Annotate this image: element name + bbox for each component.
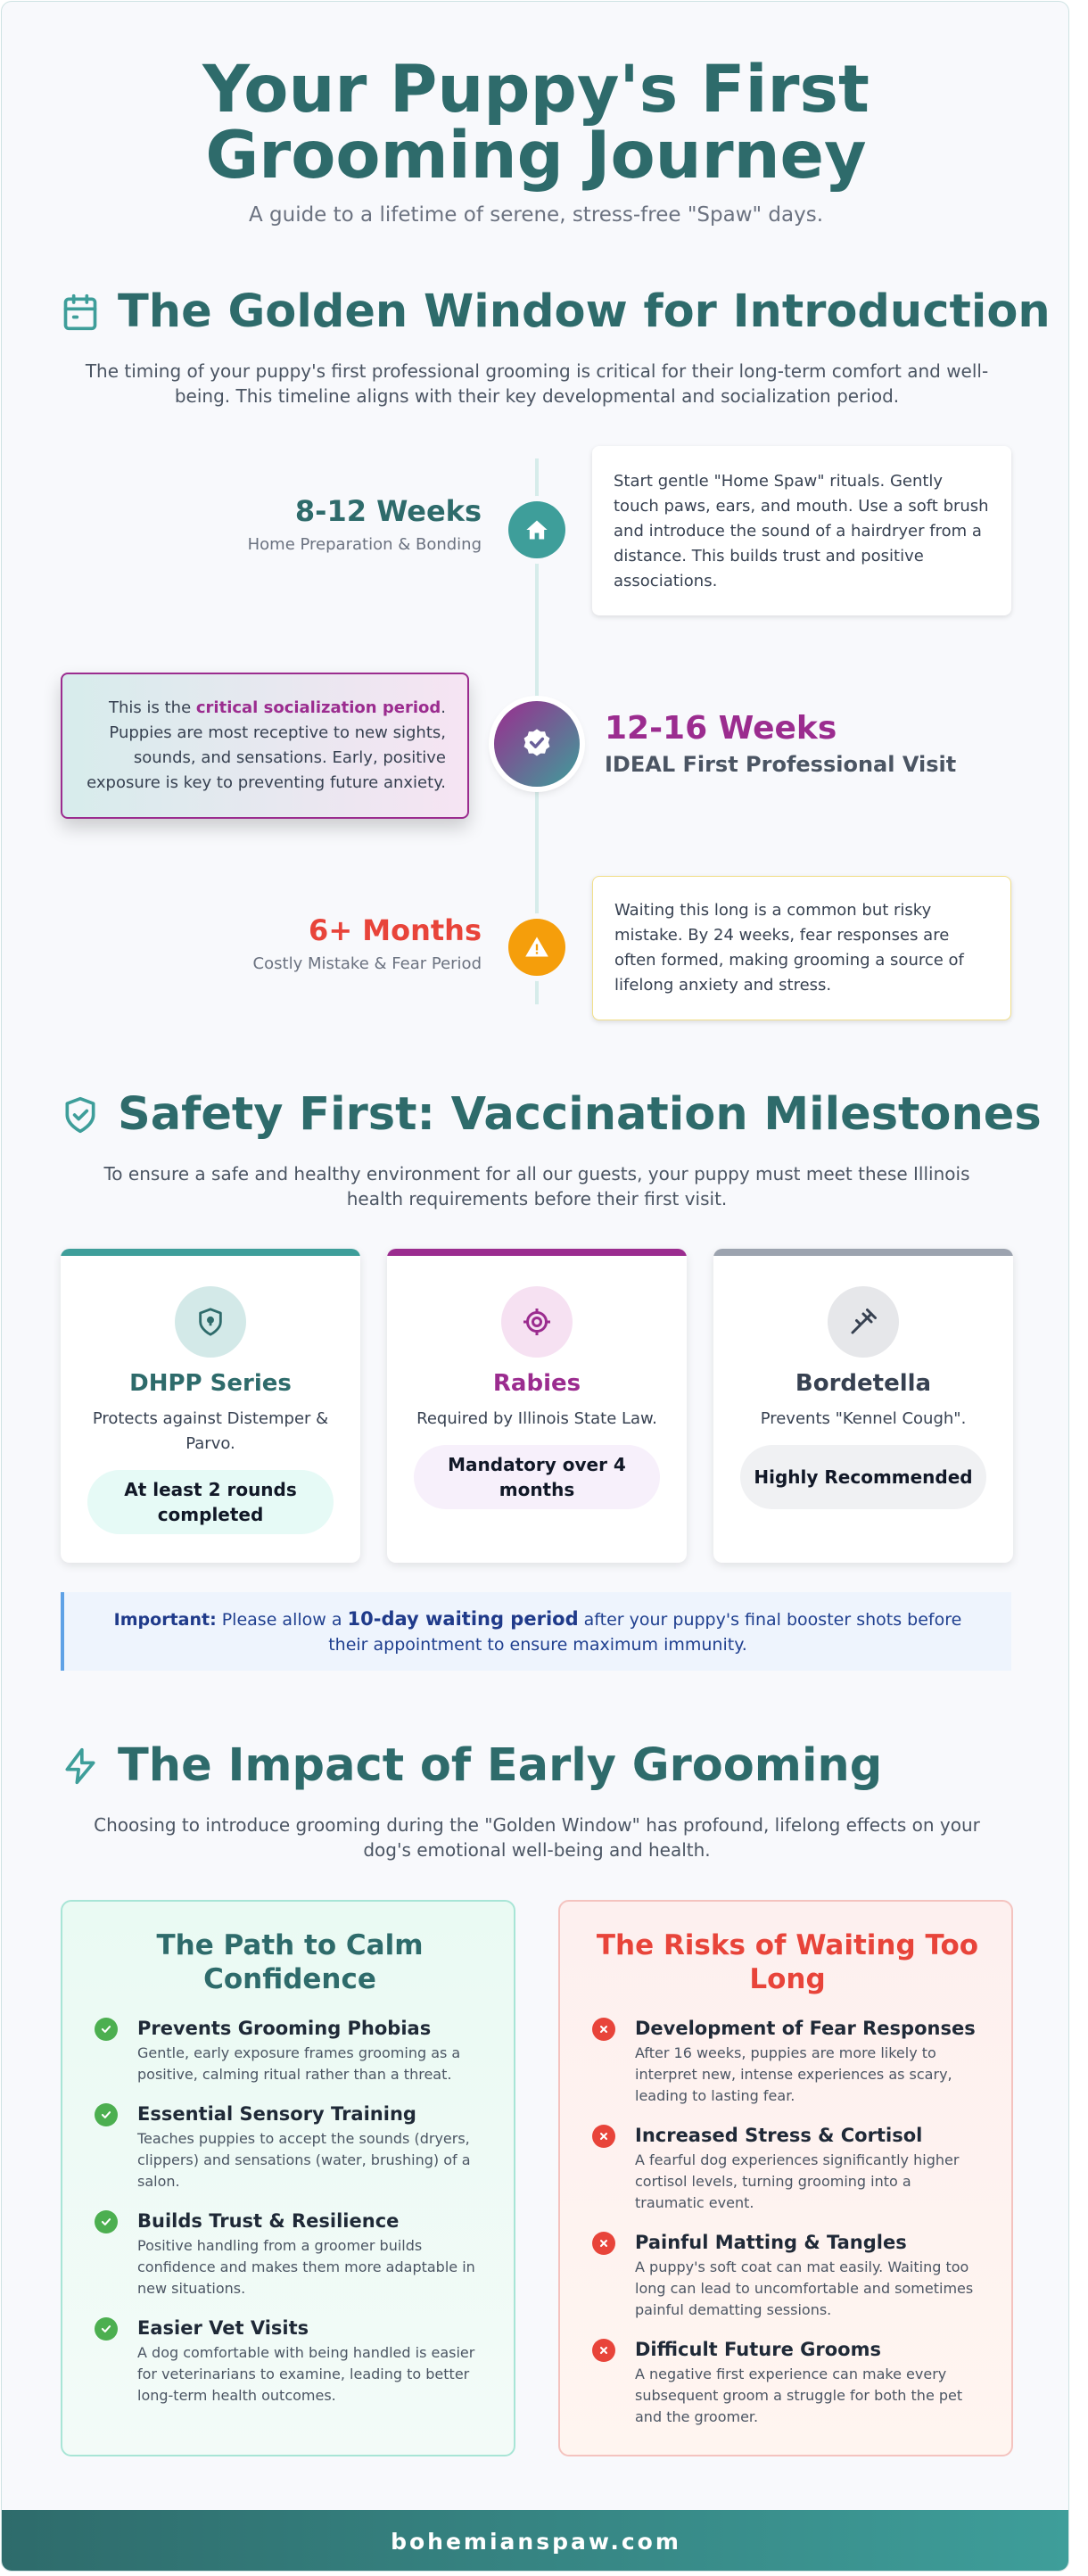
footer-site-link[interactable]: bohemianspaw.com xyxy=(391,2528,681,2555)
vaccine-requirement: Highly Recommended xyxy=(740,1445,986,1509)
calm-item xyxy=(95,2209,487,2299)
safety-header xyxy=(61,1088,1042,1141)
card-icon-circle xyxy=(501,1286,573,1358)
calm-confidence-title: The Path to Calm Confidence xyxy=(156,1929,424,1995)
notice-highlight: 10-day waiting period xyxy=(347,1607,579,1630)
stage-3-label xyxy=(127,913,482,973)
vaccine-desc: Required by Illinois State Law. xyxy=(416,1409,657,1428)
shield-check-icon xyxy=(61,1095,100,1135)
calm-item-text: Positive handling from a groomer builds confidence and makes them more adaptable in new situations. xyxy=(137,2237,475,2297)
risk-item-heading: Painful Matting & Tangles xyxy=(635,2232,907,2253)
risk-item-heading: Difficult Future Grooms xyxy=(635,2339,881,2360)
impact-intro: Choosing to introduce grooming during the "Golden Window" has profound, lifelong effects on your dog's emotional well-being and health. xyxy=(94,1814,980,1861)
vaccine-name: Rabies xyxy=(492,1370,581,1397)
calm-item-heading: Builds Trust & Resilience xyxy=(137,2210,400,2232)
calm-item-heading: Prevents Grooming Phobias xyxy=(137,2018,432,2039)
stage-2-card xyxy=(61,673,469,819)
check-circle-icon xyxy=(95,2018,118,2041)
vaccine-name: DHPP Series xyxy=(129,1370,292,1397)
vaccine-card-dhpp xyxy=(61,1249,360,1563)
stage-1-node xyxy=(508,501,565,558)
calm-item xyxy=(95,2101,487,2192)
stage-3-sublabel: Costly Mistake & Fear Period xyxy=(252,954,482,973)
golden-window-title: The Golden Window for Introduction xyxy=(118,285,1051,338)
stage-3-node xyxy=(508,919,565,976)
vaccine-desc: Prevents "Kennel Cough". xyxy=(760,1409,967,1428)
notice-text xyxy=(92,1606,984,1657)
card-accent-bar xyxy=(387,1249,687,1256)
risks-title: The Risks of Waiting Too Long xyxy=(596,1929,979,1995)
page-subtitle: A guide to a lifetime of serene, stress-free "Spaw" days. xyxy=(248,203,824,227)
risk-item-text: A negative first experience can make every subsequent groom a struggle for both the pet and the groomer. xyxy=(635,2365,963,2425)
stage-3-age: 6+ Months xyxy=(309,913,482,947)
footer-bar xyxy=(2,2510,1069,2572)
vaccine-name: Bordetella xyxy=(795,1370,932,1397)
calm-item-text: A dog comfortable with being handled is easier for veterinarians to examine, leading to better long-term health outcomes. xyxy=(137,2344,475,2404)
card-accent-bar xyxy=(713,1249,1013,1256)
title-line-1: Your Puppy's First xyxy=(202,52,870,128)
check-circle-icon xyxy=(95,2103,118,2126)
x-circle-icon xyxy=(592,2339,615,2362)
risk-item xyxy=(592,2230,985,2321)
risks-box xyxy=(558,1900,1013,2456)
x-circle-icon xyxy=(592,2125,615,2148)
risk-item-heading: Development of Fear Responses xyxy=(635,2018,976,2039)
stage-1-card xyxy=(592,446,1011,615)
stage-1-age: 8-12 Weeks xyxy=(294,494,482,528)
stage-2-age: 12-16 Weeks xyxy=(605,710,837,747)
stage-1-sublabel: Home Preparation & Bonding xyxy=(247,535,482,554)
risk-item-text: A puppy's soft coat can mat easily. Waiting too long can lead to uncomfortable and sometimes painful dematting sessions. xyxy=(635,2258,974,2318)
stage-2-node xyxy=(494,701,580,787)
risk-item-heading: Increased Stress & Cortisol xyxy=(635,2125,923,2146)
risk-item xyxy=(592,2123,985,2214)
golden-window-intro: The timing of your puppy's first professional grooming is critical for their long-term comfort and well-being. This timeline aligns with their key developmental and socialization period. xyxy=(85,360,989,407)
impact-header xyxy=(61,1739,882,1792)
stage-2-text xyxy=(84,696,446,796)
stage-2-highlight: critical socialization period xyxy=(195,698,441,717)
calm-item xyxy=(95,2016,487,2085)
stage-3-text: Waiting this long is a common but risky mistake. By 24 weeks, fear responses are often formed, making grooming a source of lifelong anxiety and stress. xyxy=(614,901,964,995)
vaccine-card-bordetella xyxy=(713,1249,1013,1563)
home-icon xyxy=(524,517,549,542)
card-icon-circle xyxy=(828,1286,899,1358)
infographic-page xyxy=(1,1,1069,2572)
check-circle-icon xyxy=(95,2317,118,2341)
vaccine-desc: Protects against Distemper & Parvo. xyxy=(92,1409,329,1453)
stage-2-text-before: This is the xyxy=(109,698,196,717)
stage-2-sublabel: IDEAL First Professional Visit xyxy=(605,752,957,777)
calendar-icon xyxy=(61,293,100,332)
calm-item-text: Gentle, early exposure frames grooming as a positive, calming ritual rather than a threat. xyxy=(137,2044,461,2083)
target-icon xyxy=(521,1306,553,1338)
vaccine-card-rabies xyxy=(387,1249,687,1563)
notice-label: Important: xyxy=(113,1609,217,1630)
page-title xyxy=(2,52,1069,194)
card-accent-bar xyxy=(61,1249,360,1256)
notice-before: Please allow a xyxy=(216,1609,348,1630)
calm-item xyxy=(95,2316,487,2407)
golden-window-header xyxy=(61,285,1051,338)
safety-title: Safety First: Vaccination Milestones xyxy=(118,1088,1042,1141)
risk-item-text: After 16 weeks, puppies are more likely to interpret new, intense experiences as scary, leading to lasting fear. xyxy=(635,2044,952,2104)
stage-3-card xyxy=(592,876,1011,1020)
risk-item-text: A fearful dog experiences significantly higher cortisol levels, turning grooming into a traumatic event. xyxy=(635,2151,960,2211)
calm-item-text: Teaches puppies to accept the sounds (dryers, clippers) and sensations (water, brushing) of a salon. xyxy=(137,2130,471,2190)
risk-item xyxy=(592,2337,985,2428)
card-icon-circle xyxy=(175,1286,246,1358)
check-badge-icon xyxy=(520,727,554,761)
calm-item-heading: Essential Sensory Training xyxy=(137,2103,416,2125)
title-line-2: Grooming Journey xyxy=(205,118,867,194)
syringe-icon xyxy=(847,1306,879,1338)
notice-after: after your puppy's final booster shots before their appointment to ensure maximum immunity. xyxy=(328,1609,962,1655)
stage-1-text: Start gentle "Home Spaw" rituals. Gently touch paws, ears, and mouth. Use a soft brush and introduce the sound of a hairdryer from a distance. This builds trust and positive associations. xyxy=(614,472,989,590)
vaccine-requirement: At least 2 rounds completed xyxy=(87,1470,334,1534)
lightning-icon xyxy=(61,1746,100,1786)
stage-2-text-after: . Puppies are most receptive to new sights, sounds, and sensations. Early, positive exposure is key to preventing future anxiety. xyxy=(87,698,446,792)
calm-item-heading: Easier Vet Visits xyxy=(137,2317,309,2339)
shield-icon xyxy=(195,1307,226,1337)
impact-title: The Impact of Early Grooming xyxy=(118,1739,883,1792)
risk-item xyxy=(592,2016,985,2107)
important-notice xyxy=(61,1592,1011,1671)
stage-1-label xyxy=(127,494,482,554)
vaccine-requirement: Mandatory over 4 months xyxy=(414,1445,660,1509)
warning-icon xyxy=(524,935,549,960)
check-circle-icon xyxy=(95,2210,118,2233)
x-circle-icon xyxy=(592,2018,615,2041)
calm-confidence-box xyxy=(61,1900,515,2456)
stage-2-label xyxy=(605,710,1015,777)
safety-intro: To ensure a safe and healthy environment for all our guests, your puppy must meet these Illinois health requirements before their first visit. xyxy=(103,1163,970,1210)
x-circle-icon xyxy=(592,2232,615,2255)
